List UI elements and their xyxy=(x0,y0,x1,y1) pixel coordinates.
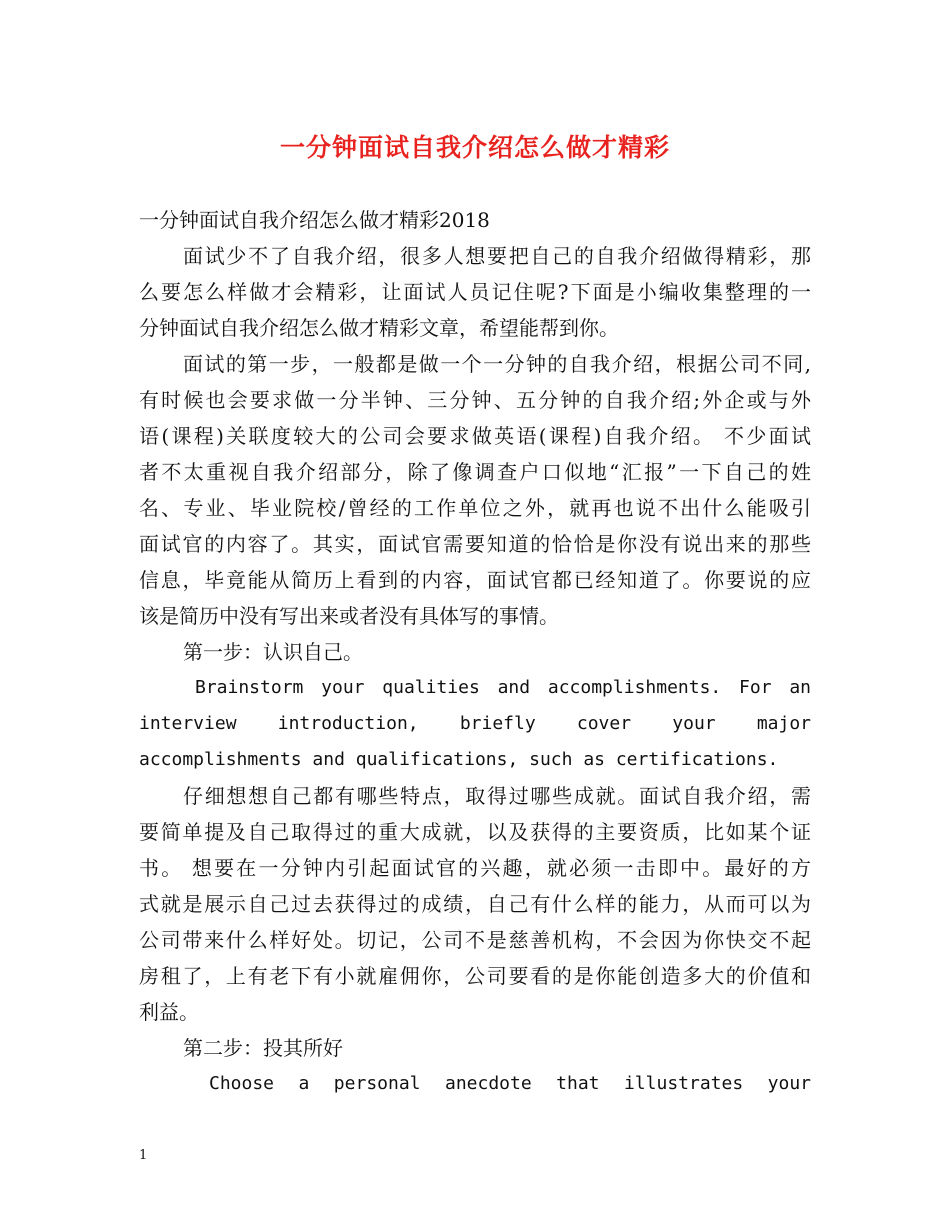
paragraph-line: 面试少不了自我介绍，很多人想要把自己的自我介绍做得精彩，那 xyxy=(183,244,811,268)
paragraph-line: 信息，毕竟能从简历上看到的内容，面试官都已经知道了。你要说的应 xyxy=(139,568,811,592)
english-paragraph-line: Choose a personal anecdote that illustrates your xyxy=(209,1073,811,1094)
paragraph-line: 名、专业、毕业院校/曾经的工作单位之外，就再也说不出什么能吸引 xyxy=(139,496,811,520)
paragraph-line: 利益。 xyxy=(139,1000,199,1024)
subtitle-line: 一分钟面试自我介绍怎么做才精彩2018 xyxy=(139,208,490,232)
paragraph-line: 语(课程)关联度较大的公司会要求做英语(课程)自我介绍。 不少面试 xyxy=(139,424,811,448)
english-paragraph-line: Brainstorm your qualities and accomplishments. For an xyxy=(195,677,811,698)
page-number: 1 xyxy=(139,1148,148,1163)
english-paragraph-line: accomplishments and qualifications, such as certifications. xyxy=(139,749,779,770)
paragraph-line: 仔细想想自己都有哪些特点，取得过哪些成就。面试自我介绍，需 xyxy=(183,784,811,808)
paragraph-line: 要简单提及自己取得过的重大成就，以及获得的主要资质，比如某个证 xyxy=(139,820,811,844)
paragraph-line: 式就是展示自己过去获得过的成绩，自己有什么样的能力，从而可以为 xyxy=(139,892,811,916)
document-body xyxy=(139,202,811,1102)
paragraph-line: 么要怎么样做才会精彩，让面试人员记住呢?下面是小编收集整理的一 xyxy=(139,280,811,304)
paragraph-line: 者不太重视自我介绍部分，除了像调查户口似地“汇报”一下自己的姓 xyxy=(139,460,811,484)
document-title: 一分钟面试自我介绍怎么做才精彩 xyxy=(279,133,670,162)
section-heading: 第一步：认识自己。 xyxy=(183,640,363,664)
english-paragraph-line: interview introduction, briefly cover your major xyxy=(139,713,811,734)
paragraph-line: 书。 想要在一分钟内引起面试官的兴趣，就必须一击即中。最好的方 xyxy=(139,856,811,880)
paragraph-line: 该是简历中没有写出来或者没有具体写的事情。 xyxy=(139,604,559,628)
paragraph-line: 有时候也会要求做一分半钟、三分钟、五分钟的自我介绍;外企或与外 xyxy=(139,388,811,412)
section-heading: 第二步：投其所好 xyxy=(183,1036,343,1060)
paragraph-line: 房租了，上有老下有小就雇佣你，公司要看的是你能创造多大的价值和 xyxy=(139,964,811,988)
paragraph-line: 公司带来什么样好处。切记，公司不是慈善机构，不会因为你快交不起 xyxy=(139,928,811,952)
paragraph-line: 面试的第一步，一般都是做一个一分钟的自我介绍，根据公司不同, xyxy=(183,352,811,376)
paragraph-line: 分钟面试自我介绍怎么做才精彩文章，希望能帮到你。 xyxy=(139,316,619,340)
paragraph-line: 面试官的内容了。其实，面试官需要知道的恰恰是你没有说出来的那些 xyxy=(139,532,811,556)
